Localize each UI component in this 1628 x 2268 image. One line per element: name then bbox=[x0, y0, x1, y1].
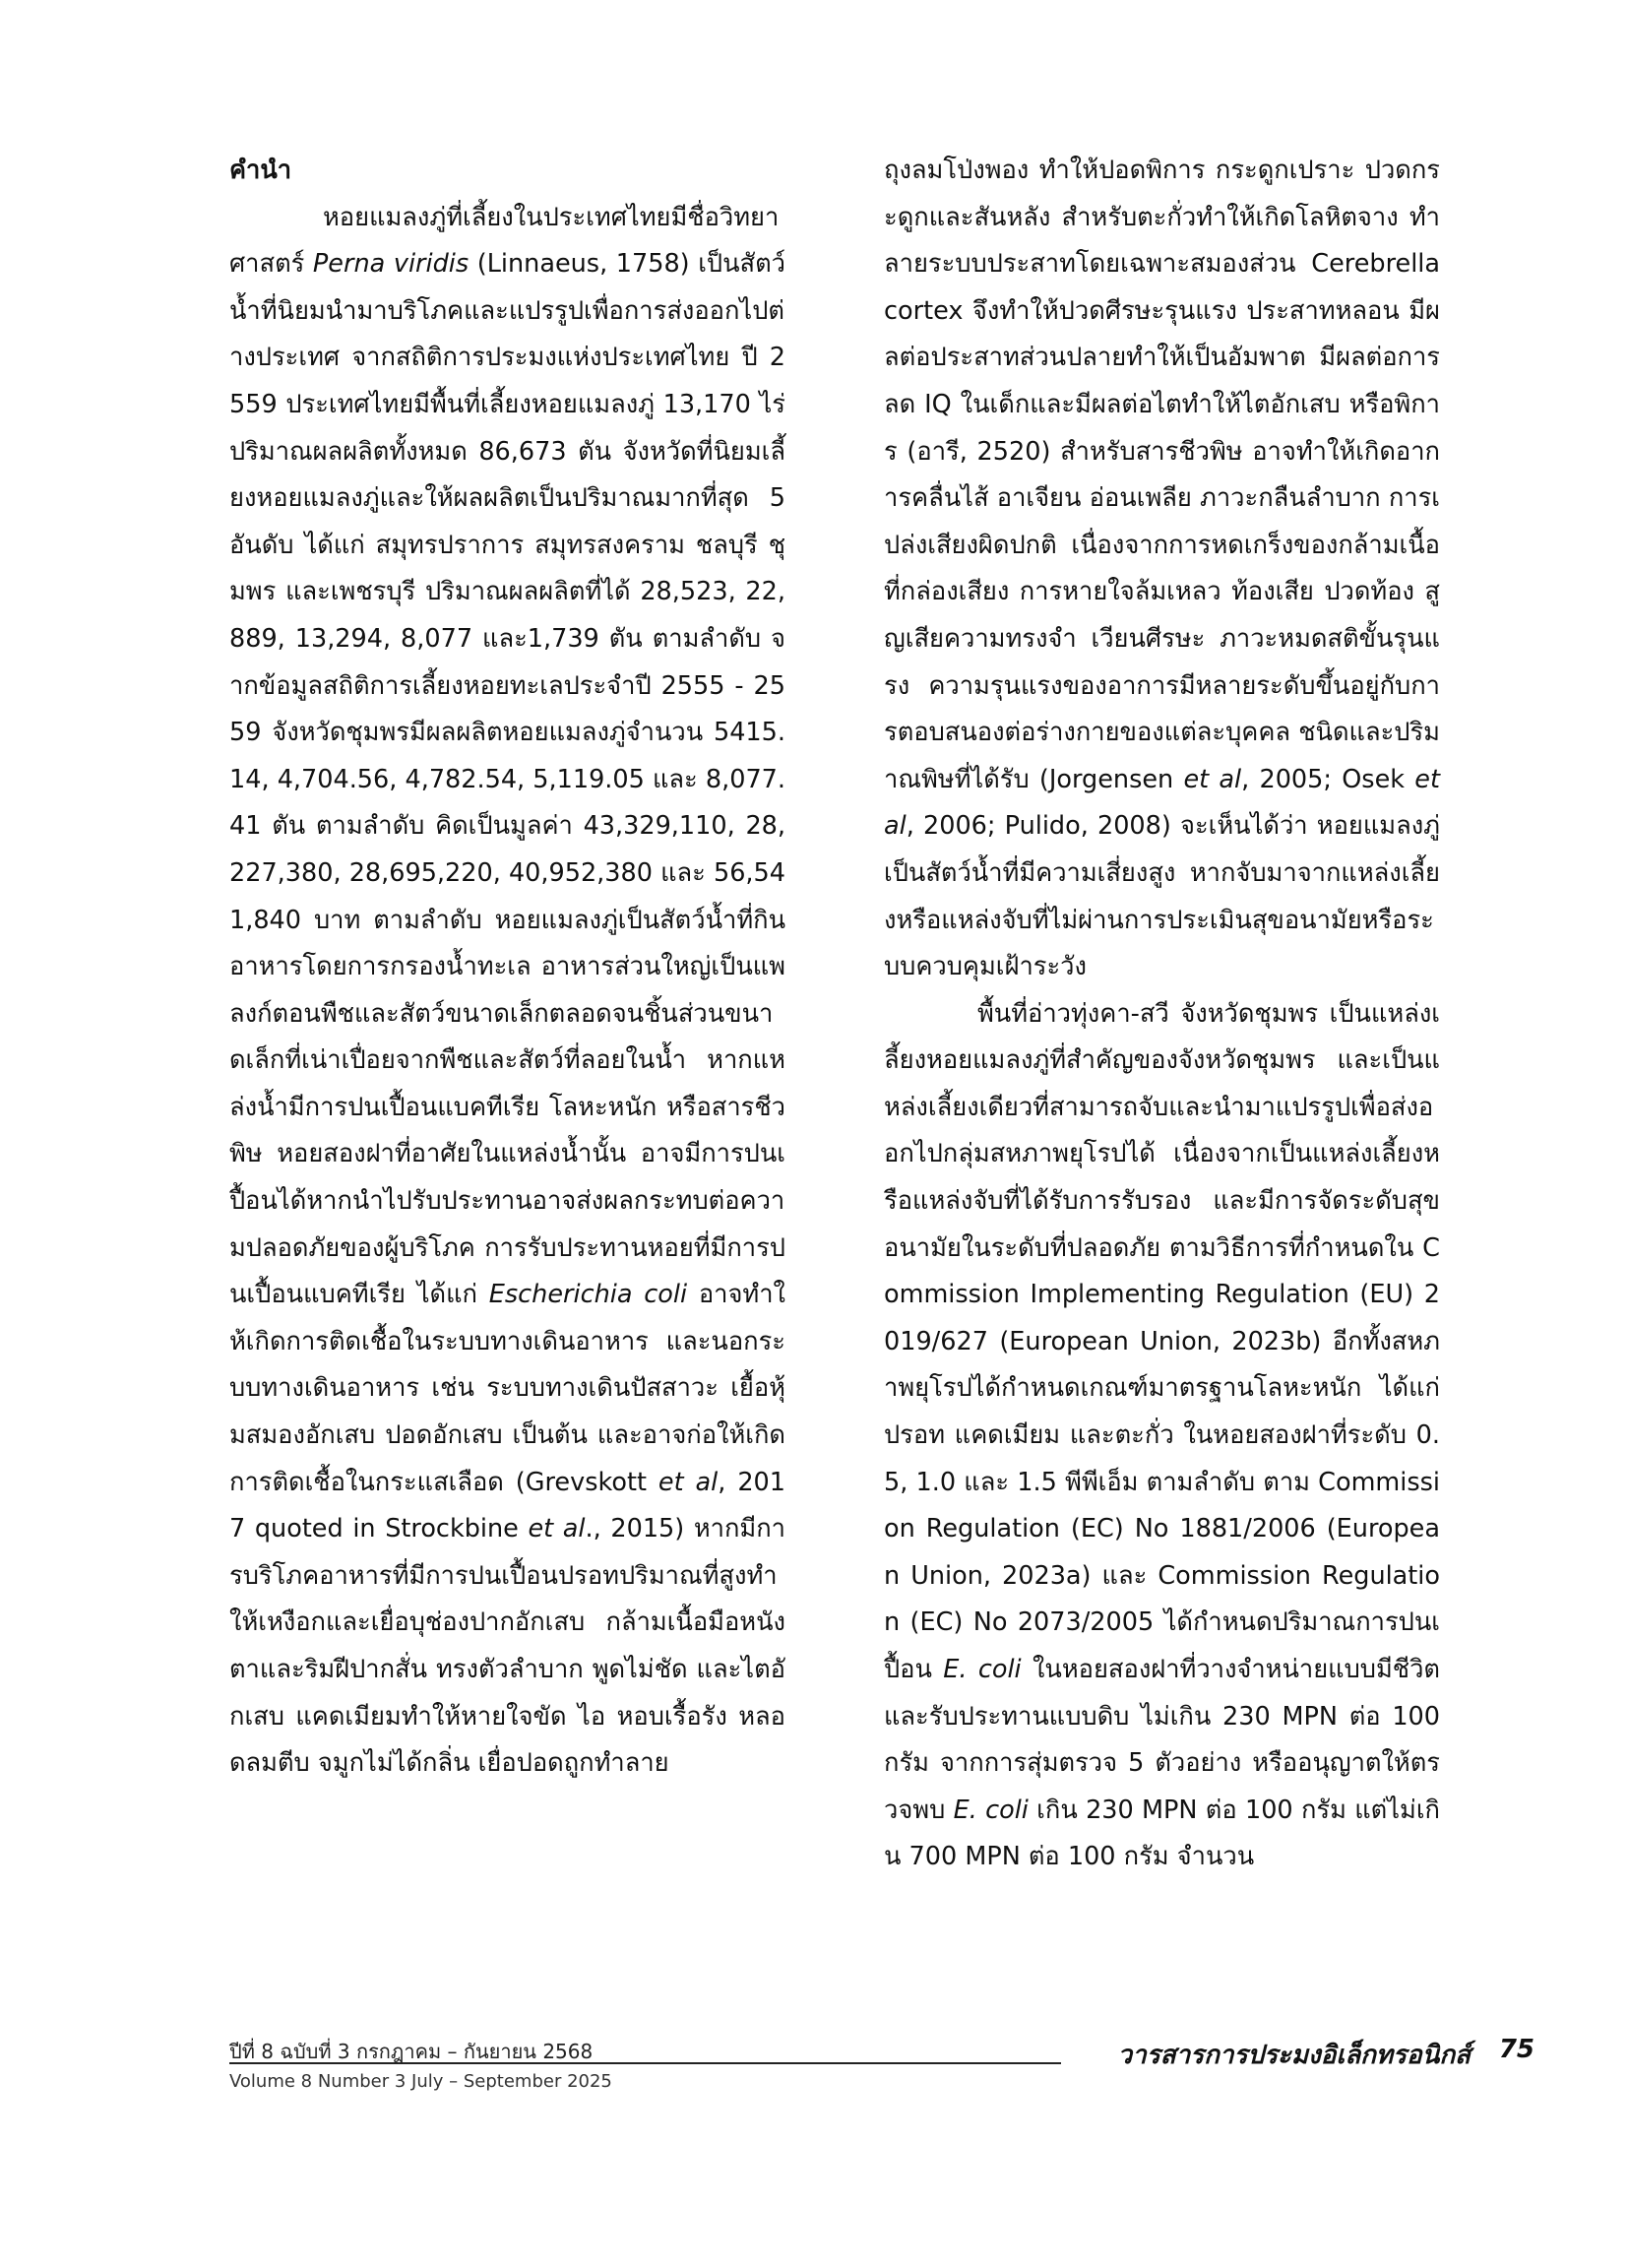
text-run: อาจทำให้เกิดการติดเชื้อในระบบทางเดินอาหาร และนอกระบบทางเดินอาหาร เช่น ระบบทางเดินปัสสาวะ เยื้อหุ้มสมองอักเสบ ปอดอักเสบ เป็นต้น และอาจก่อให้เกิดการติดเชื้อในกระแสเลือด (Grevskott bbox=[229, 1280, 785, 1497]
italic-term: et al bbox=[884, 764, 1440, 842]
text-run: , 2017 quoted in Strockbine bbox=[229, 1467, 785, 1544]
text-run: , 2006; Pulido, 2008) จะเห็นได้ว่า หอยแมลงภู่เป็นสัตว์น้ำที่มีความเสี่ยงสูง หากจับมาจากแหล่งเลี้ยงหรือแหล่งจับที่ไม่ผ่านการประเมินสุขอนามัยหรือระบบควบคุมเฝ้าระวัง bbox=[884, 811, 1440, 982]
text-run: เกิน 230 MPN ต่อ 100 กรัม แต่ไม่เกิน 700 MPN ต่อ 100 กรัม จำนวน bbox=[884, 1795, 1440, 1872]
text-run: ในหอยสองฝาที่วางจำหน่ายแบบมีชีวิตและรับประทานแบบดิบ ไม่เกิน 230 MPN ต่อ 100 กรัม จากการสุ่มตรวจ 5 ตัวอย่าง หรืออนุญาตให้ตรวจพบ bbox=[884, 1655, 1440, 1825]
italic-term: et al bbox=[1183, 764, 1242, 794]
page-number: 75 bbox=[1498, 2035, 1534, 2064]
text-run: หอยแมลงภู่ที่เลี้ยงในประเทศไทยมีชื่อวิทยาศาสตร์ bbox=[229, 202, 780, 280]
italic-term: E. coli bbox=[943, 1655, 1022, 1684]
text-run: (Linnaeus, 1758) เป็นสัตว์น้ำที่นิยมนำมาบริโภคและแปรรูปเพื่อการส่งออกไปต่างประเทศ จากสถิติการประมงแห่งประเทศไทย ปี 2559 ประเทศไทยมีพื้นที่เลี้ยงหอยแมลงภู่ 13,170 ไร่ ปริมาณผลผลิตทั้งหมด 86,673 ตัน จังหวัดที่นิยมเลี้ยงหอยแมลงภู่และให้ผลผลิตเป็นปริมาณมากที่สุด 5 อันดับ ได้แก่ สมุทรปราการ สมุทรสงคราม ชลบุรี ชุมพร และเพชรบุรี ปริมาณผลผลิตที่ได้ 28,523, 22,889, 13,294, 8,077 และ1,739 ตัน ตามลำดับ จากข้อมูลสถิติการเลี้ยงหอยทะเลประจำปี 2555 - 2559 จังหวัดชุมพรมีผลผลิตหอยแมลงภู่จำนวน 5415.14, 4,704.56, 4,782.54, 5,119.05 และ 8,077.41 ตัน ตามลำดับ คิดเป็นมูลค่า 43,329,110, 28,227,380, 28,695,220, 40,952,380 และ 56,541,840 บาท ตามลำดับ หอยแมลงภู่เป็นสัตว์น้ำที่กินอาหารโดยการกรองน้ำทะเล อาหารส่วนใหญ่เป็นแพลงก์ตอนพืชและสัตว์ขนาดเล็กตลอดจนชิ้นส่วนขนาดเล็กที่เน่าเปื่อยจากพืชและสัตว์ที่ลอยในน้ำ หากแหล่งน้ำมีการปนเปื้อนแบคทีเรีย โลหะหนัก หรือสารชีวพิษ หอยสองฝาที่อาศัยในแหล่งน้ำนั้น อาจมีการปนเปื้อนได้หากนำไปรับประทานอาจส่งผลกระทบต่อความปลอดภัยของผู้บริโภค การรับประทานหอยที่มีการปนเปื้อนแบคทีเรีย ได้แก่ bbox=[229, 249, 785, 1310]
journal-title: วารสารการประมงอิเล็กทรอนิกส์ bbox=[1117, 2041, 1471, 2070]
right-column bbox=[884, 148, 1440, 1881]
text-run: พื้นที่อ่าวทุ่งคา-สวี จังหวัดชุมพร เป็นแหล่งเลี้ยงหอยแมลงภู่ที่สำคัญของจังหวัดชุมพร และเป็นแหล่งเลี้ยงเดียวที่สามารถจับและนำมาแปรรูปเพื่อส่งออกไปกลุ่มสหภาพยุโรปได้ เนื่องจากเป็นแหล่งเลี้ยงหรือแหล่งจับที่ได้รับการรับรอง และมีการจัดระดับสุขอนามัยในระดับที่ปลอดภัย ตามวิธีการที่กำหนดใน Commission Implementing Regulation (EU) 2019/627 (European Union, 2023b) อีกทั้งสหภาพยุโรปได้กำหนดเกณฑ์มาตรฐานโลหะหนัก ได้แก่ ปรอท แคดเมียม และตะกั่ว ในหอยสองฝาที่ระดับ 0.5, 1.0 และ 1.5 พีพีเอ็ม ตามลำดับ ตาม Commission Regulation (EC) No 1881/2006 (European Union, 2023a) และ Commission Regulation (EC) No 2073/2005 ได้กำหนดปริมาณการปนเปื้อน bbox=[884, 998, 1440, 1684]
footer-issue-thai: ปีที่ 8 ฉบับที่ 3 กรกฎาคม – กันยายน 2568 bbox=[229, 2040, 594, 2063]
left-column bbox=[229, 148, 785, 1788]
italic-term: Escherichia coli bbox=[488, 1280, 688, 1310]
italic-term: E. coli bbox=[953, 1795, 1029, 1825]
italic-term: et al bbox=[657, 1467, 719, 1497]
paragraph-study-area bbox=[884, 991, 1440, 1881]
paragraph-toxicity bbox=[884, 148, 1440, 991]
text-run: , 2005; Osek bbox=[1241, 764, 1415, 794]
text-run: ., 2015) หากมีการบริโภคอาหารที่มีการปนเปื้อนปรอทปริมาณที่สูงทำให้เหงือกและเยื่อบุช่องปากอักเสบ กล้ามเนื้อมือหนังตาและริมฝีปากสั่น ทรงตัวลำบาก พูดไม่ชัด และไตอักเสบ แคดเมียมทำให้หายใจขัด ไอ หอบเรื้อรัง หลอดลมตีบ จมูกไม่ได้กลิ่น เยื่อปอดถูกทำลาย bbox=[229, 1514, 785, 1779]
italic-term: Perna viridis bbox=[312, 249, 470, 280]
text-run: ถุงลมโป่งพอง ทำให้ปอดพิการ กระดูกเปราะ ปวดกระดูกและสันหลัง สำหรับตะกั่วทำให้เกิดโลหิตจาง ทำลายระบบประสาทโดยเฉพาะสมองส่วน Cerebrella cortex จึงทำให้ปวดศีรษะรุนแรง ประสาทหลอน มีผลต่อประสาทส่วนปลายทำให้เป็นอัมพาต มีผลต่อการลด IQ ในเด็กและมีผลต่อไตทำให้ไตอักเสบ หรือพิการ (อารี, 2520) สำหรับสารชีวพิษ อาจทำให้เกิดอาการคลื่นไส้ อาเจียน อ่อนเพลีย ภาวะกลืนลำบาก การเปล่งเสียงผิดปกติ เนื่องจากการหดเกร็งของกล้ามเนื้อที่กล่องเสียง การหายใจล้มเหลว ท้องเสีย ปวดท้อง สูญเสียความทรงจำ เวียนศีรษะ ภาวะหมดสติขั้นรุนแรง ความรุนแรงของอาการมีหลายระดับขึ้นอยู่กับการตอบสนองต่อร่างกายของแต่ละบุคคล ชนิดและปริมาณพิษที่ได้รับ (Jorgensen bbox=[884, 156, 1440, 794]
section-heading: คำนำ bbox=[229, 156, 292, 185]
paragraph-intro bbox=[229, 195, 785, 1788]
footer-issue-english: Volume 8 Number 3 July – September 2025 bbox=[229, 2071, 612, 2092]
italic-term: et al bbox=[528, 1514, 586, 1544]
